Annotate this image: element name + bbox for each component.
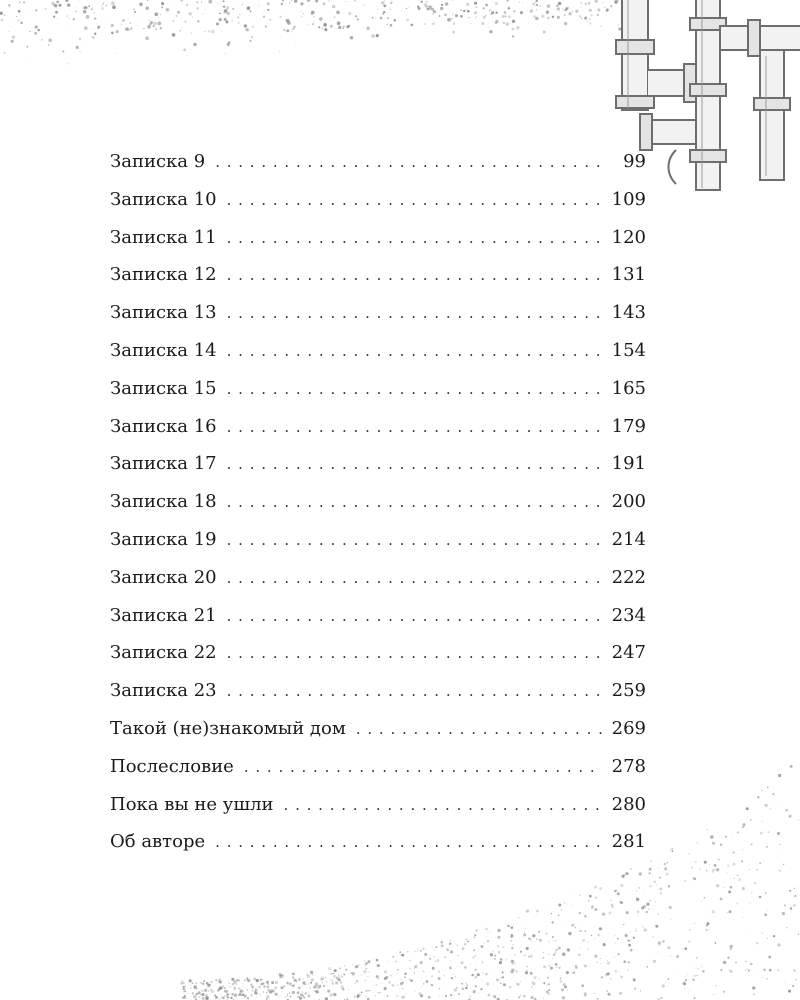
toc-entry-page-number: 234 bbox=[611, 604, 646, 626]
toc-entry[interactable] bbox=[110, 634, 646, 672]
toc-entry-page-number: 269 bbox=[611, 717, 646, 739]
toc-entry[interactable] bbox=[110, 672, 646, 710]
dot-leader bbox=[227, 182, 602, 220]
toc-entry[interactable] bbox=[110, 219, 646, 257]
dot-leader bbox=[227, 673, 602, 711]
toc-entry-page-number: 281 bbox=[611, 831, 646, 853]
toc-entry-page-number: 259 bbox=[611, 680, 646, 702]
toc-entry[interactable] bbox=[110, 710, 646, 748]
toc-entry-title: Записка 16 bbox=[110, 415, 217, 437]
toc-entry-title: Записка 11 bbox=[110, 226, 217, 248]
toc-entry-page-number: 214 bbox=[611, 528, 646, 550]
toc-entry[interactable] bbox=[110, 294, 646, 332]
toc-entry[interactable] bbox=[110, 521, 646, 559]
dot-leader bbox=[227, 333, 602, 371]
toc-entry[interactable] bbox=[110, 559, 646, 597]
toc-entry-title: Пока вы не ушли bbox=[110, 793, 274, 815]
dot-leader bbox=[227, 371, 602, 409]
toc-entry-page-number: 120 bbox=[611, 226, 646, 248]
toc-entry-page-number: 131 bbox=[611, 264, 646, 286]
dot-leader bbox=[215, 144, 602, 182]
dot-leader bbox=[227, 220, 602, 258]
toc-entry-title: Записка 15 bbox=[110, 377, 217, 399]
toc-entry-page-number: 99 bbox=[623, 151, 646, 172]
toc-entry-title: Такой (не)знакомый дом bbox=[110, 717, 346, 739]
toc-entry-title: Записка 13 bbox=[110, 302, 217, 324]
toc-entry-page-number: 200 bbox=[611, 491, 646, 513]
toc-entry[interactable] bbox=[110, 445, 646, 483]
dot-leader bbox=[227, 635, 602, 673]
toc-entry[interactable] bbox=[110, 408, 646, 446]
toc-entry[interactable] bbox=[110, 256, 646, 294]
toc-entry[interactable] bbox=[110, 483, 646, 521]
toc-entry-title: Записка 22 bbox=[110, 642, 217, 664]
toc-entry-title: Послесловие bbox=[110, 755, 234, 777]
toc-entry-title: Записка 19 bbox=[110, 528, 217, 550]
dot-leader bbox=[356, 711, 602, 749]
toc-entry-title: Записка 17 bbox=[110, 453, 217, 475]
dot-leader bbox=[227, 560, 602, 598]
toc-entry-title: Записка 10 bbox=[110, 188, 217, 210]
toc-entry-page-number: 278 bbox=[611, 755, 646, 777]
dot-leader bbox=[227, 598, 602, 636]
dot-leader bbox=[227, 257, 602, 295]
toc-entry-title: Записка 9 bbox=[110, 151, 206, 172]
toc-entry-page-number: 191 bbox=[611, 453, 646, 475]
toc-entry-title: Об авторе bbox=[110, 831, 206, 853]
dot-leader bbox=[227, 446, 602, 484]
dot-leader bbox=[227, 522, 602, 560]
toc-entry[interactable] bbox=[110, 748, 646, 786]
toc-entry-title: Записка 14 bbox=[110, 339, 217, 361]
toc-entry[interactable] bbox=[110, 143, 646, 181]
toc-entry-page-number: 165 bbox=[611, 377, 646, 399]
dot-leader bbox=[227, 409, 602, 447]
toc-entry-page-number: 154 bbox=[611, 339, 646, 361]
toc-entry-page-number: 109 bbox=[611, 188, 646, 210]
dot-leader bbox=[227, 295, 602, 333]
toc-entry[interactable] bbox=[110, 823, 646, 861]
toc-entry-title: Записка 20 bbox=[110, 566, 217, 588]
dot-leader bbox=[227, 484, 602, 522]
table-of-contents bbox=[110, 143, 646, 861]
toc-entry[interactable] bbox=[110, 332, 646, 370]
toc-entry-page-number: 247 bbox=[611, 642, 646, 664]
toc-entry-title: Записка 23 bbox=[110, 680, 217, 702]
dot-leader bbox=[244, 749, 602, 787]
toc-entry-page-number: 179 bbox=[611, 415, 646, 437]
toc-entry[interactable] bbox=[110, 370, 646, 408]
toc-entry-page-number: 280 bbox=[611, 793, 646, 815]
toc-entry-title: Записка 21 bbox=[110, 604, 217, 626]
toc-entry-title: Записка 12 bbox=[110, 264, 217, 286]
top-spatter-illustration bbox=[0, 0, 640, 64]
toc-entry[interactable] bbox=[110, 181, 646, 219]
toc-entry-page-number: 143 bbox=[611, 302, 646, 324]
dot-leader bbox=[284, 787, 602, 825]
toc-entry-page-number: 222 bbox=[611, 566, 646, 588]
toc-entry-title: Записка 18 bbox=[110, 491, 217, 513]
toc-entry[interactable] bbox=[110, 597, 646, 635]
dot-leader bbox=[215, 824, 602, 862]
toc-entry[interactable] bbox=[110, 786, 646, 824]
